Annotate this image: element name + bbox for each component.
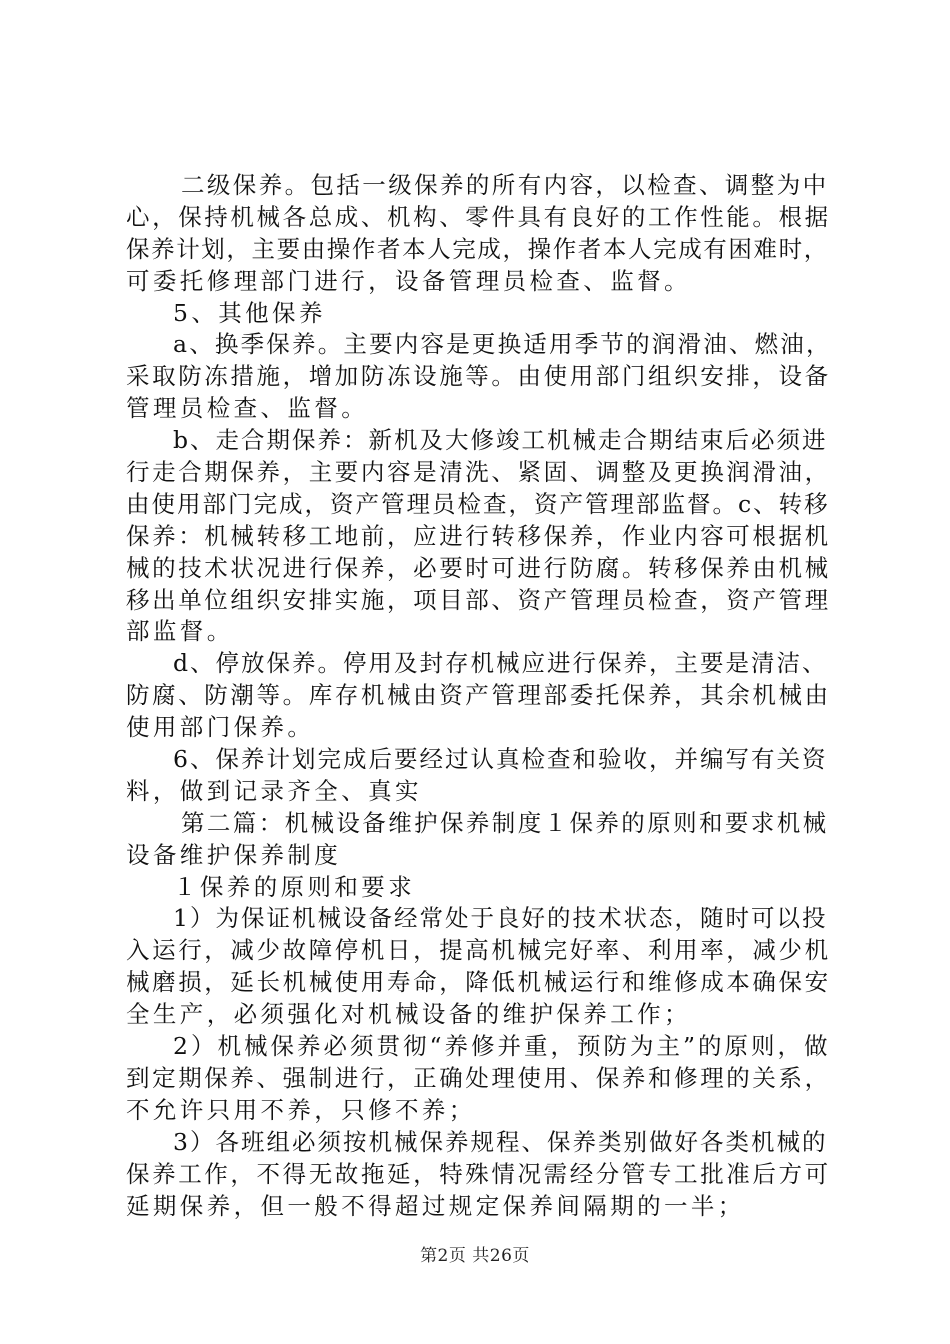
paragraph-line: 可委托修理部门进行，设备管理员检查、监督。: [126, 266, 691, 295]
paragraph-line: 由使用部门完成，资产管理员检查，资产管理部监督。c、转移: [126, 489, 830, 518]
section-heading: 5、其他保养: [173, 298, 326, 327]
document-body: [126, 170, 832, 1222]
paragraph-line: 二级保养。包括一级保养的所有内容，以检查、调整为中: [181, 171, 829, 199]
paragraph-line: 2）机械保养必须贯彻“养修并重，预防为主”的原则，做: [173, 1032, 831, 1061]
page-footer: 第2页 共26页: [420, 1246, 530, 1266]
paragraph-line: 保养计划，主要由操作者本人完成，操作者本人完成有困难时，: [126, 234, 829, 263]
paragraph-line: 1）为保证机械设备经常处于良好的技术状态，随时可以投: [173, 904, 828, 933]
paragraph-line: b、走合期保养：新机及大修竣工机械走合期结束后必须进: [173, 426, 828, 455]
paragraph-line: 移出单位组织安排实施，项目部、资产管理员检查，资产管理: [126, 585, 831, 614]
chapter-heading: 设备维护保养制度: [126, 840, 342, 869]
paragraph-line: 保养工作，不得无故拖延，特殊情况需经分管专工批准后方可: [126, 1159, 831, 1188]
paragraph-line: d、停放保养。停用及封存机械应进行保养，主要是清洁、: [173, 649, 828, 678]
paragraph-line: a、换季保养。主要内容是更换适用季节的润滑油、燃油，: [173, 330, 832, 359]
paragraph-line: 械磨损，延长机械使用寿命，降低机械运行和维修成本确保安: [126, 968, 831, 997]
paragraph-line: 械的技术状况进行保养，必要时可进行防腐。转移保养由机械: [126, 553, 831, 582]
paragraph-line: 延期保养，但一般不得超过规定保养间隔期的一半；: [126, 1191, 745, 1220]
paragraph-line: 6、保养计划完成后要经过认真检查和验收，并编写有关资: [173, 745, 828, 774]
section-heading: １保养的原则和要求: [173, 872, 416, 901]
paragraph-line: 保养：机械转移工地前，应进行转移保养，作业内容可根据机: [126, 521, 831, 550]
paragraph-line: 不允许只用不养，只修不养；: [126, 1095, 476, 1124]
paragraph-line: 行走合期保养，主要内容是清洗、紧固、调整及更换润滑油，: [126, 458, 831, 487]
paragraph-line: 部监督。: [126, 617, 234, 646]
paragraph-line: 3）各班组必须按机械保养规程、保养类别做好各类机械的: [173, 1127, 828, 1156]
paragraph-line: 防腐、防潮等。库存机械由资产管理部委托保养，其余机械由: [126, 681, 831, 710]
paragraph-line: 管理员检查、监督。: [126, 394, 369, 423]
paragraph-line: 采取防冻措施，增加防冻设施等。由使用部门组织安排，设备: [126, 362, 831, 391]
paragraph-line: 到定期保养、强制进行，正确处理使用、保养和修理的关系，: [126, 1063, 831, 1092]
paragraph-line: 入运行，减少故障停机日，提高机械完好率、利用率，减少机: [126, 936, 831, 965]
chapter-heading: 第二篇：机械设备维护保养制度１保养的原则和要求机械: [181, 808, 829, 837]
paragraph-line: 料，做到记录齐全、真实: [126, 776, 422, 805]
paragraph-line: 使用部门保养。: [126, 713, 315, 742]
paragraph-line: 心，保持机械各总成、机构、零件具有良好的工作性能。根据: [126, 202, 831, 231]
paragraph-line: 全生产，必须强化对机械设备的维护保养工作；: [126, 1000, 691, 1029]
